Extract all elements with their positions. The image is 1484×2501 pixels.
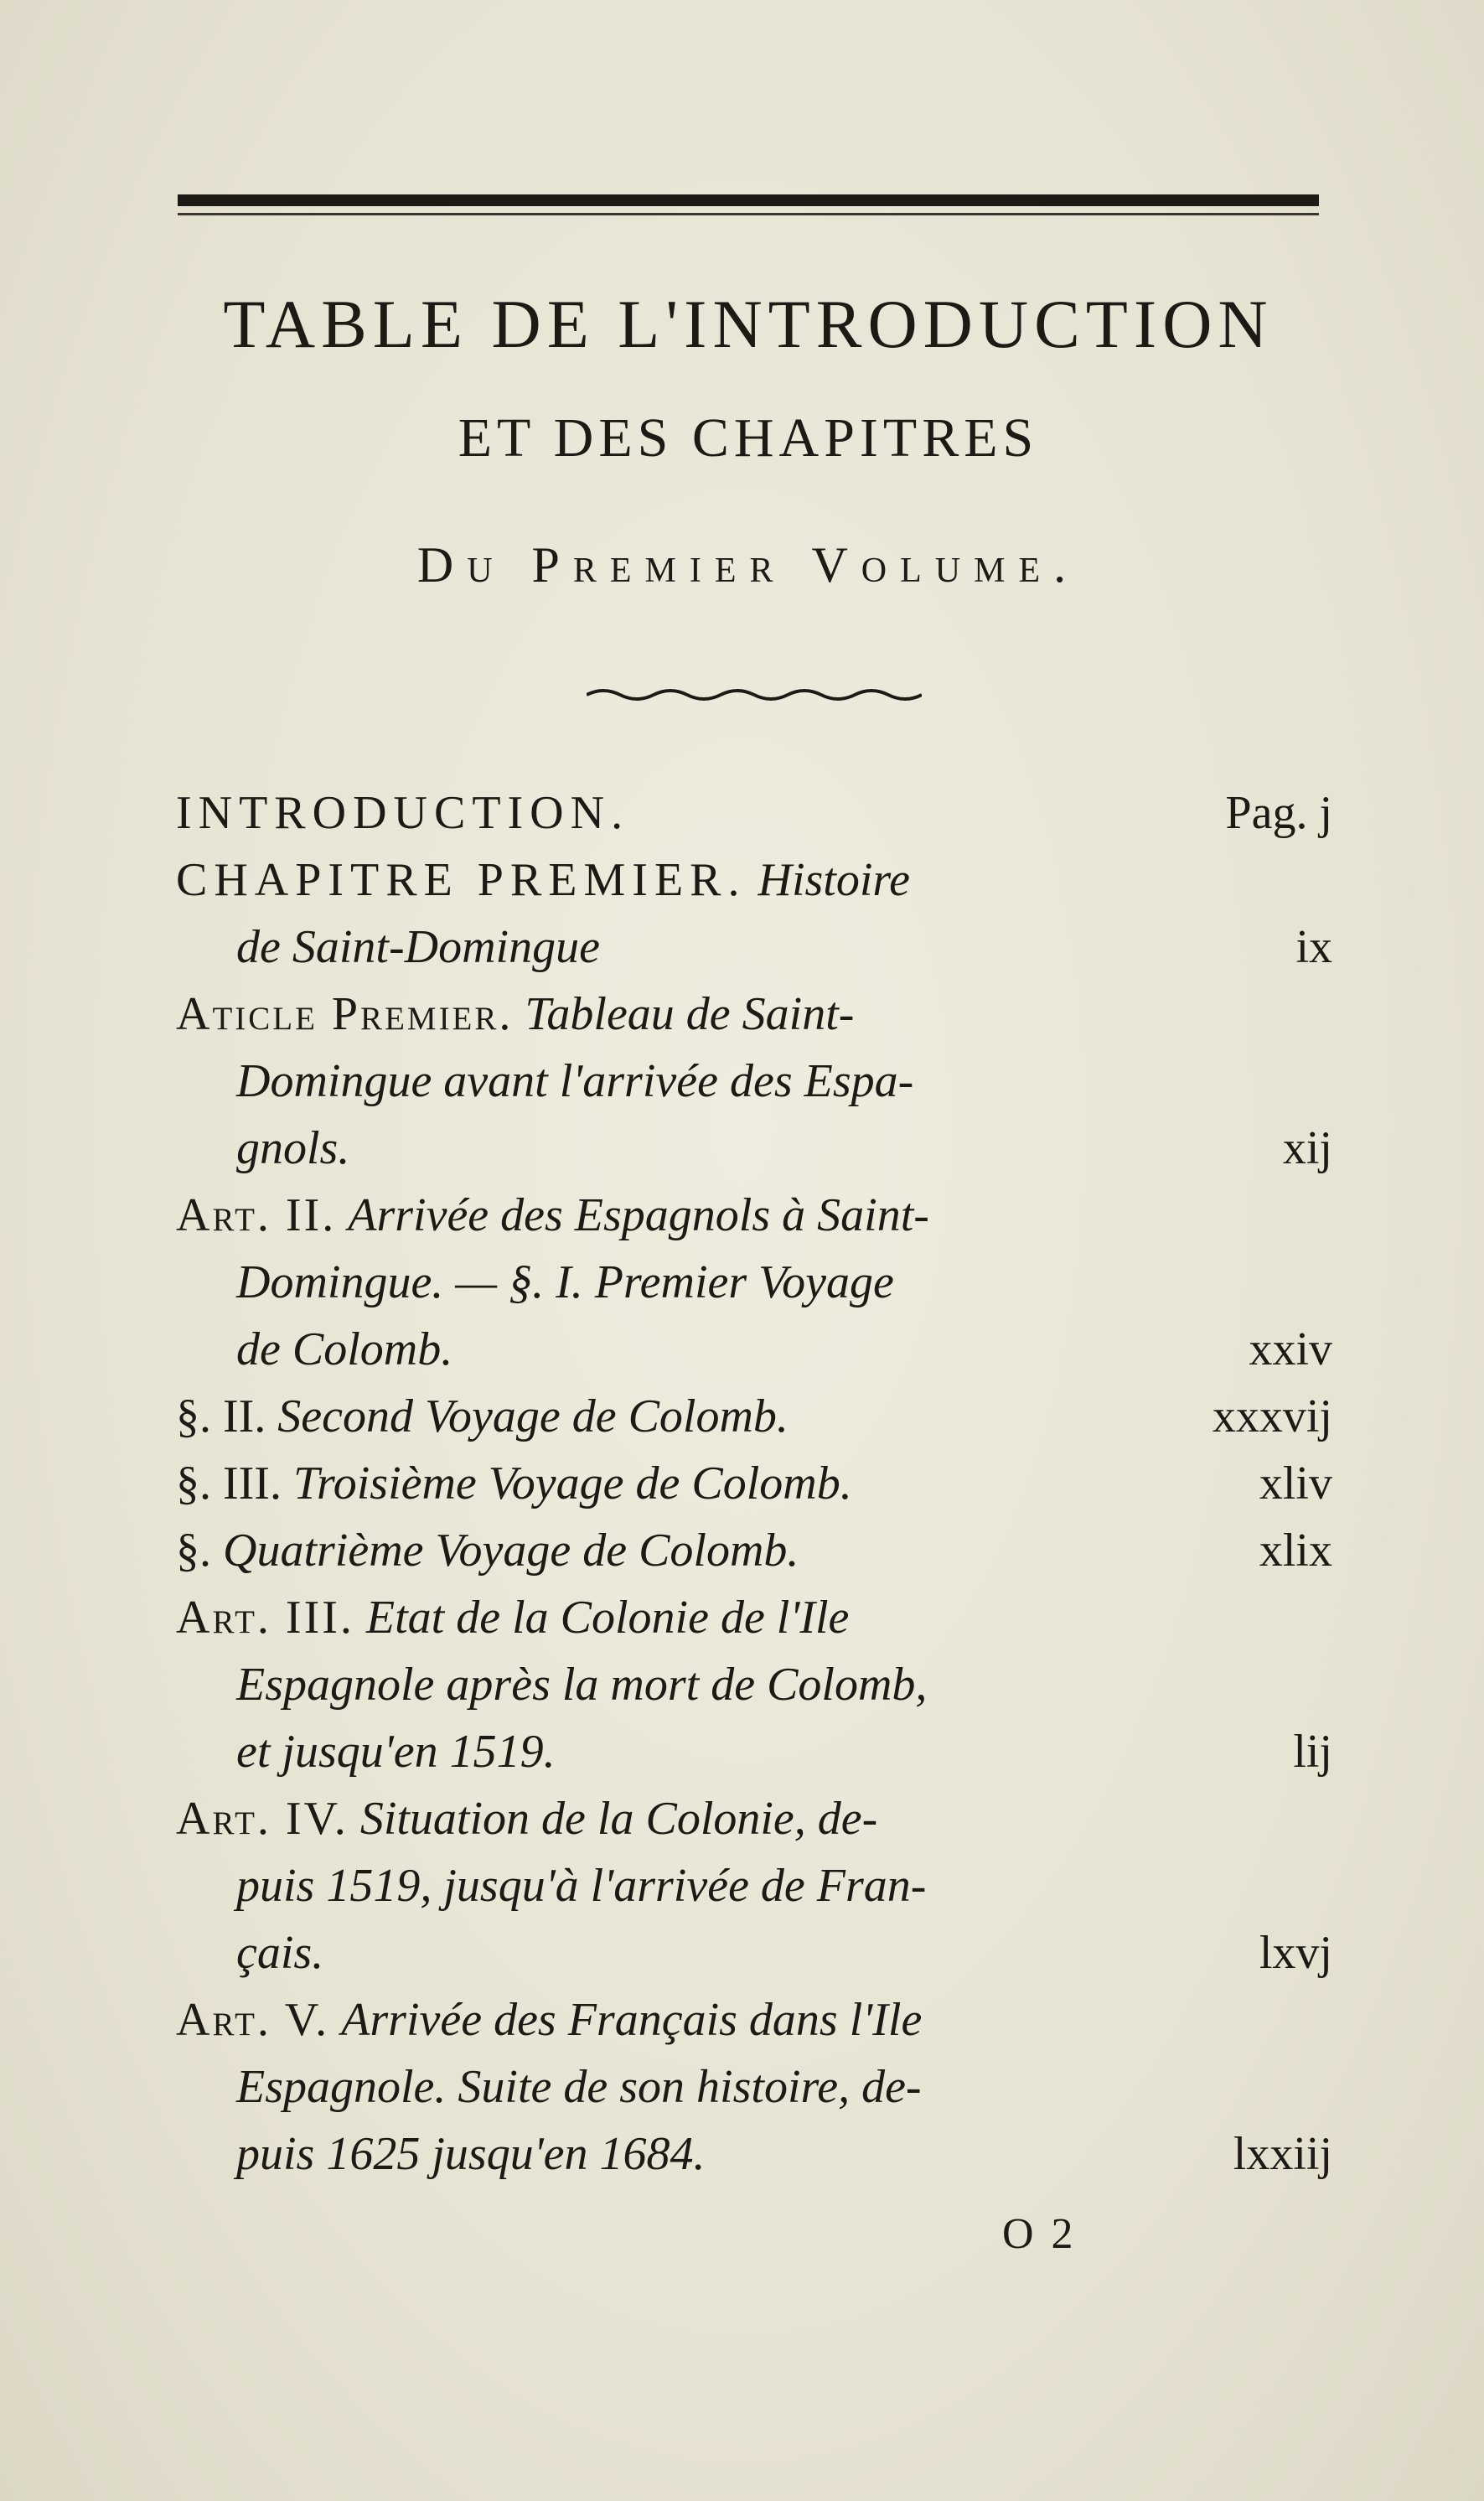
toc-line — [176, 1383, 1332, 1450]
toc-line — [176, 1919, 1332, 1986]
toc-page: lxxiij — [1233, 2128, 1332, 2180]
toc-title: Arrivée des Espagnols à Saint- — [348, 1189, 929, 1241]
ornament-divider — [587, 683, 922, 703]
toc-head: Art. V. — [176, 1994, 330, 2046]
toc-line — [176, 1182, 1332, 1249]
signature-mark: O 2 — [1002, 2210, 1077, 2258]
toc-line — [176, 1718, 1332, 1785]
toc-line — [176, 2120, 1332, 2188]
title-line-2: ET DES CHAPITRES — [458, 407, 1039, 469]
toc-title: Etat de la Colonie de l'Ile — [365, 1592, 850, 1644]
toc-line — [176, 1584, 1332, 1651]
toc-page: Pag. j — [1225, 787, 1332, 839]
toc-line — [176, 1115, 1332, 1182]
toc-line — [176, 1450, 1332, 1517]
toc-head: Art. II. — [176, 1189, 337, 1241]
toc-head: Aticle Premier. — [176, 988, 514, 1040]
toc-page: xxiv — [1249, 1323, 1332, 1375]
toc-head: CHAPITRE PREMIER. — [176, 854, 747, 906]
toc-title: Histoire — [758, 854, 910, 906]
toc-title: Troisième Voyage de Colomb. — [292, 1458, 852, 1509]
toc-page: xliv — [1259, 1458, 1332, 1509]
toc-title: de Colomb. — [236, 1323, 453, 1375]
toc-title: Arrivée des Français dans l'Ile — [341, 1994, 923, 2046]
toc-title: Domingue avant l'arrivée des Espa- — [236, 1055, 914, 1107]
toc-head: INTRODUCTION. — [176, 787, 630, 839]
toc-line — [176, 847, 1332, 914]
toc-head: Art. IV. — [176, 1793, 349, 1845]
toc-line — [176, 1517, 1332, 1584]
toc-line — [176, 1986, 1332, 2053]
toc-title: gnols. — [236, 1122, 350, 1174]
toc-title: Espagnole après la mort de Colomb, — [236, 1659, 928, 1711]
top-rule — [178, 194, 1319, 206]
toc-page: xxxvij — [1212, 1390, 1332, 1442]
toc-title: puis 1519, jusqu'à l'arrivée de Fran- — [236, 1860, 927, 1912]
toc-page: xij — [1282, 1122, 1332, 1174]
toc-page: lxvj — [1259, 1927, 1332, 1979]
toc-title: puis 1625 jusqu'en 1684. — [236, 2128, 706, 2180]
title-line-1: TABLE DE L'INTRODUCTION — [223, 286, 1274, 362]
toc-line — [176, 1249, 1332, 1316]
toc-title: çais. — [236, 1927, 324, 1979]
toc-title: Situation de la Colonie, de- — [359, 1793, 878, 1845]
toc-page: ix — [1295, 921, 1332, 973]
top-rule-thin — [178, 213, 1319, 215]
toc-page: lij — [1293, 1726, 1332, 1778]
toc-line — [176, 1651, 1332, 1718]
toc-line — [176, 1316, 1332, 1383]
toc-line — [176, 2053, 1332, 2120]
toc-title: Second Voyage de Colomb. — [277, 1390, 789, 1442]
toc-line — [176, 1785, 1332, 1852]
toc-head: Art. III. — [176, 1592, 354, 1644]
toc-head: §. II. — [176, 1390, 266, 1442]
toc-title: de Saint-Domingue — [236, 921, 600, 973]
toc-title: Espagnole. Suite de son histoire, de- — [236, 2061, 922, 2113]
toc-title: et jusqu'en 1519. — [236, 1726, 556, 1778]
toc-head: §. — [176, 1525, 211, 1577]
toc-title: Quatrième Voyage de Colomb. — [223, 1525, 799, 1577]
table-of-contents — [176, 779, 1332, 2188]
toc-title: Domingue. — §. I. Premier Voyage — [236, 1256, 894, 1308]
toc-title: Tableau de Saint- — [525, 988, 855, 1040]
toc-line — [176, 779, 1332, 847]
toc-head: §. III. — [176, 1458, 282, 1509]
toc-line — [176, 1852, 1332, 1919]
title-line-3: Du Premier Volume. — [416, 537, 1080, 593]
toc-line — [176, 981, 1332, 1048]
toc-line — [176, 914, 1332, 981]
toc-line — [176, 1048, 1332, 1115]
toc-page: xlix — [1259, 1525, 1332, 1577]
